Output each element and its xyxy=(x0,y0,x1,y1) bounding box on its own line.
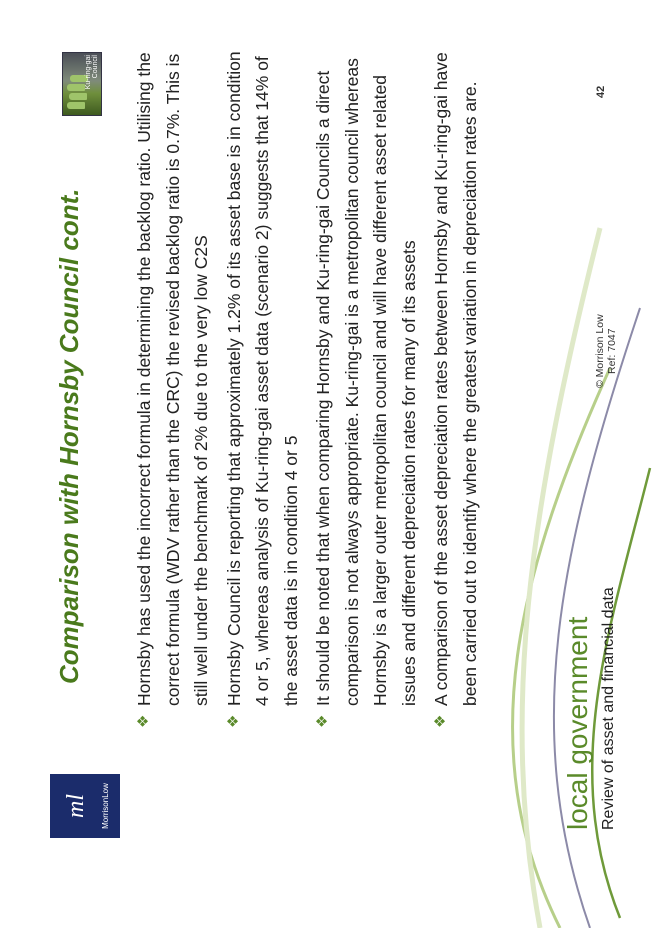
morrison-low-mark: ml xyxy=(63,794,89,818)
diamond-bullet-icon: ❖ xyxy=(135,714,152,728)
slide-title: Comparison with Hornsby Council cont. xyxy=(54,188,84,684)
morrison-low-logo xyxy=(50,774,120,838)
reference-line: Ref: 7047 xyxy=(606,328,618,374)
kuringgai-logo-text: Ku-ring-gai Council xyxy=(85,55,99,90)
kuringgai-council-logo xyxy=(62,52,102,116)
bullet-text: A comparison of the asset depreciation rates between Hornsby and Ku-ring-gai have been carried out to identify where the greatest variation in depreciation rates are. xyxy=(431,52,480,706)
copyright-notice xyxy=(594,314,618,388)
diamond-bullet-icon: ❖ xyxy=(432,714,449,728)
bullet-text: Hornsby has used the incorrect formula in determining the backlog ratio. Utilising the correct formula (WDV rather than the CRC) the revised backlog ratio is 0.7%. This is still well under the benchmark of 2% due to the very low C2S xyxy=(134,52,211,706)
bullet-text: It should be noted that when comparing Hornsby and Ku-ring-gai Councils a direct comparison is not always appropriate. Ku-ring-gai is a metropolitan council whereas Hornsby is a larger outer metropolitan council and will have different asset related issues and different depreciation rates for many of its assets xyxy=(313,58,419,706)
bullet-item xyxy=(220,48,306,728)
footer-subheading: Review of asset and financial data xyxy=(600,587,617,830)
morrison-low-name: MorrisonLow xyxy=(101,783,110,829)
diamond-bullet-icon: ❖ xyxy=(314,714,331,728)
diamond-bullet-icon: ❖ xyxy=(224,714,242,728)
bullet-item xyxy=(309,48,423,728)
copyright-line: © Morrison Low xyxy=(594,314,606,388)
bullet-item xyxy=(130,48,216,728)
bullet-list xyxy=(130,48,488,728)
page-number: 42 xyxy=(595,85,607,98)
footer-heading: local government xyxy=(562,616,593,830)
bullet-item xyxy=(427,48,484,728)
bullet-text: Hornsby Council is reporting that approximately 1.2% of its asset base is in condition 4 or 5, whereas analysis of Ku-ring-gai asset data (scenario 2) suggests that 14% of the asset data is in condition 4 or 5 xyxy=(223,51,301,706)
